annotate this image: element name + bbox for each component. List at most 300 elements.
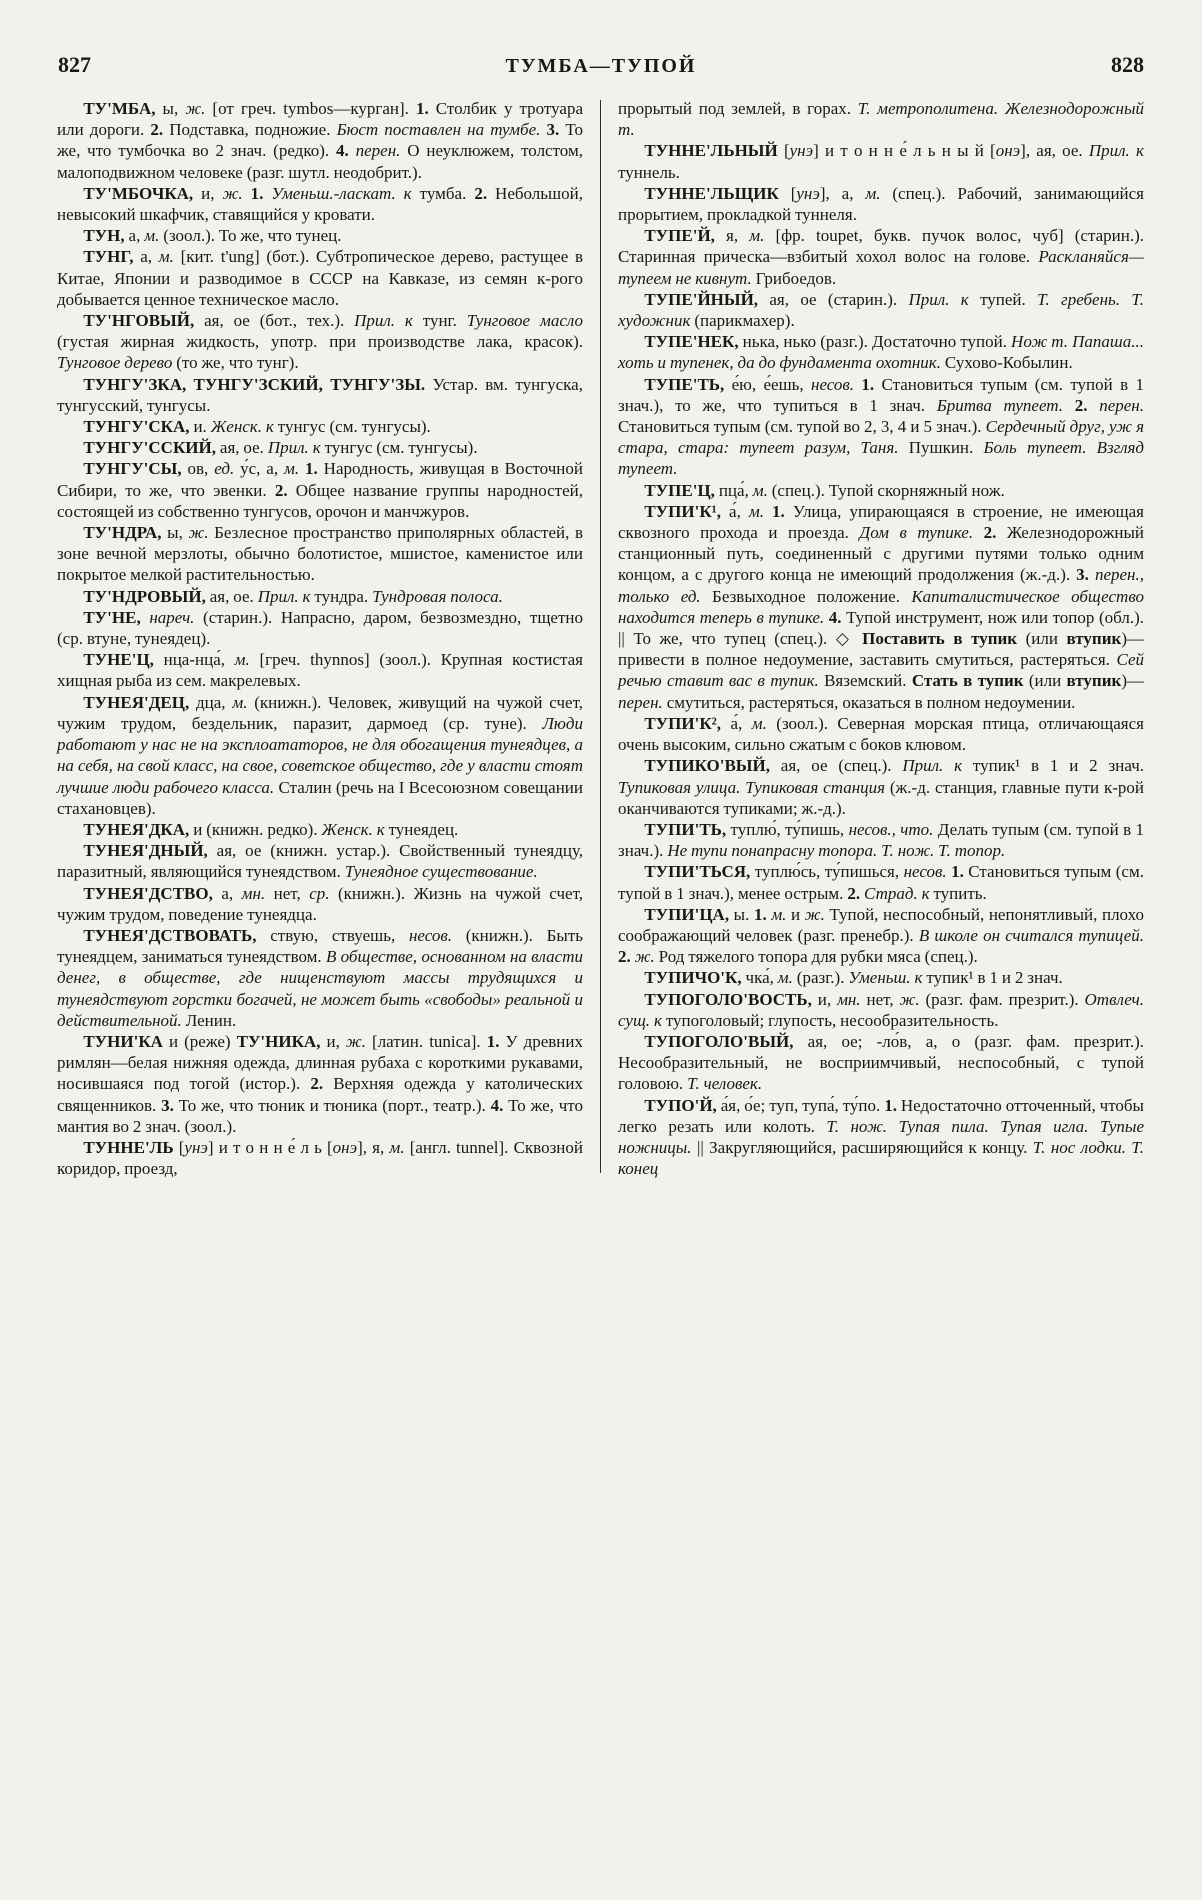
text-run: и [786, 904, 805, 924]
text-run: То же, что тумбочка во 2 знач. (редко). [57, 120, 583, 161]
dictionary-entry [618, 501, 1144, 713]
text-run: ая, ое; -ло́в, а, о (разг. фам. презрит.). Несообразительный, не восприимчивый, неспособный, с тупой головою. [618, 1031, 1144, 1094]
dictionary-entry [618, 331, 1144, 373]
text-run: а́я, о́е; туп, тупа́, ту́по. [716, 1095, 885, 1115]
text-run: Сердечный друг, уж я стара, стара: тупеет разум, Таня. [618, 417, 1144, 458]
text-run: ствую, ствуешь, [256, 925, 409, 945]
text-run: пца́, [714, 480, 753, 500]
text-run: Народность, живущая в Восточной Сибири, то же, что эвенки. [57, 459, 583, 500]
text-run: ТУНГУ'ССКИЙ, [83, 438, 216, 458]
text-run: Становиться тупым (см. тупой в 1 знач.), то же, что тупиться в 1 знач. [618, 374, 1144, 415]
text-run: чка́, [741, 968, 778, 988]
text-run: Т. человек. [687, 1074, 763, 1094]
text-run: унэ [789, 141, 814, 161]
text-run: несов. [903, 862, 947, 882]
text-run: Тунговое дерево [57, 353, 173, 373]
text-run: ж. [345, 1031, 366, 1051]
text-run: ср. [309, 883, 330, 903]
text-run: м. [144, 226, 160, 246]
text-run: ], я, [357, 1137, 390, 1157]
text-run: Боль тупеет. Взгляд тупеет. [618, 438, 1144, 479]
dictionary-entry [618, 967, 1144, 988]
text-run: 1. [861, 374, 875, 394]
text-run: ТУНИ'КА [83, 1031, 163, 1051]
text-run: 2. [983, 523, 997, 543]
text-run: ТУПО'Й, [644, 1095, 717, 1115]
text-run: Т. нож. Тупая пила. Тупая игла. Тупые ножницы. [618, 1116, 1144, 1157]
text-run: 4. [490, 1095, 504, 1115]
dictionary-entry [618, 480, 1144, 501]
dictionary-entry [618, 225, 1144, 289]
text-run: Тупиковая улица. Тупиковая станция [618, 777, 886, 797]
text-run: ТУНГУ'СЫ, [83, 459, 182, 479]
text-run: втупик [1066, 629, 1122, 649]
text-run: нька, нько (разг.). Достаточно тупой. [738, 332, 1012, 352]
dictionary-entry [618, 1095, 1144, 1180]
column-divider-rule [600, 100, 601, 1173]
text-run: ТУННЕ'ЛЬНЫЙ [644, 141, 778, 161]
text-run: ТУПИЧО'К, [644, 968, 742, 988]
text-run: ТУПЕ'Й, [644, 226, 715, 246]
text-run: ТУНГУ'ЗКА, ТУНГУ'ЗСКИЙ, ТУНГУ'ЗЫ. [83, 374, 426, 394]
text-run: и (книжн. редко). [189, 819, 322, 839]
text-run: 1. [486, 1031, 500, 1051]
text-run: туплю́, ту́пишь, [726, 819, 849, 839]
text-run: (или [1023, 671, 1067, 691]
text-run: а, [133, 247, 159, 267]
text-run: м. [751, 713, 767, 733]
text-run: || Закругляющийся, расширяющийся к концу. [691, 1137, 1033, 1157]
text-run: ов, [181, 459, 215, 479]
text-run: Люди работают у нас не на эксплоататоров, не для обогащения тунеядцев, а на себя, на свой класс, на свое, советское общество, где у власти стоят лучшие люди рабочего класса. [57, 713, 583, 797]
text-run: м. [232, 692, 248, 712]
text-run: Недостаточно отточенный, чтобы легко резать или колоть. [618, 1095, 1144, 1136]
dictionary-entry [618, 374, 1144, 480]
text-run: ТУПЕ'НЕК, [644, 332, 739, 352]
dictionary-entry [618, 183, 1144, 225]
text-run: Отвлеч. сущ. к [618, 989, 1144, 1030]
text-run: 3. [546, 120, 560, 140]
text-run: ], ая, ое. [1020, 141, 1089, 161]
text-run: В школе он считался тупицей. [918, 925, 1145, 945]
text-run: Подставка, подножие. [163, 120, 337, 140]
text-run: 1. [884, 1095, 897, 1115]
text-run: [от греч. tymbos—курган]. [205, 99, 416, 118]
text-run: Тунговое масло [466, 311, 583, 331]
dictionary-entry [57, 819, 583, 840]
text-run: (зоол.). Северная морская птица, отличающаяся очень высоким, сильно сжатым с боков клювом. [618, 713, 1144, 755]
text-run: Стать в тупик [911, 671, 1024, 691]
text-run: (густая жирная жидкость, употр. при производстве лака, красок). [57, 332, 583, 352]
text-run: и, [811, 989, 838, 1009]
text-run: тумба. [411, 183, 475, 203]
text-run: ТУНЕ'Ц, [83, 650, 154, 670]
text-run: ТУ'НЕ, [83, 607, 141, 627]
text-run: нет, [265, 883, 310, 903]
text-run: у́с, а, [234, 459, 285, 479]
text-run: )— [1121, 671, 1144, 691]
entry-continuation [618, 98, 1144, 140]
text-run: 1. [951, 862, 964, 882]
text-run: 2. [474, 183, 488, 203]
dictionary-entry [57, 1137, 583, 1179]
text-run: [англ. tunnel]. Сквозной коридор, проезд, [57, 1137, 583, 1179]
text-run: а́, [721, 713, 752, 733]
text-run [764, 502, 772, 521]
text-run: Прил. к [902, 756, 963, 776]
text-run: тупей. [968, 289, 1038, 309]
dictionary-entry [57, 586, 583, 607]
text-run: Тупой инструмент, нож или топор (обл.). || То же, что тупец (спец.). ◇ [618, 607, 1144, 649]
dictionary-entry [57, 883, 583, 925]
running-title: ТУМБА—ТУПОЙ [505, 55, 697, 77]
dictionary-entry [57, 649, 583, 691]
text-run: [греч. thynnos] (зоол.). Крупная костистая хищная рыба из сем. макрелевых. [57, 650, 584, 691]
text-run: ж. [634, 947, 655, 967]
dictionary-entry [57, 183, 583, 225]
text-run: м. [771, 904, 787, 924]
text-run: ТУПИ'ТЬ, [644, 819, 727, 839]
text-run: ] и т о н н е́ л ь н ы й [ [813, 141, 996, 161]
page-header [0, 0, 1202, 78]
text-run: нареч. [149, 607, 195, 627]
text-run: (или [1017, 629, 1067, 649]
text-run [1063, 396, 1075, 415]
dictionary-entry [618, 1031, 1144, 1095]
text-run: Вяземский. [818, 671, 912, 691]
text-run: )—привести в полное недоумение, заставить смутиться, растеряться. [618, 629, 1144, 670]
text-run: Прил. к [267, 438, 321, 458]
text-run: Безлесное пространство приполярных областей, в зоне вечной мерзлоты, обычно болотистое, мшистое, каменистое или покрытое мелкой растительностью. [57, 523, 583, 585]
text-run: ТУПЕ'ТЬ, [644, 374, 725, 394]
text-run: ТУНГУ'СКА, [83, 417, 190, 437]
text-run [1088, 396, 1100, 415]
text-run: Т. гребень. Т. художник [618, 289, 1144, 331]
text-run: 2. [618, 947, 631, 967]
dictionary-entry [57, 374, 583, 416]
text-run: Не тупи понапрасну топора. Т. нож. Т. топор. [667, 841, 1006, 861]
text-run: (книжн.). Жизнь на чужой счет, чужим трудом, поведение тунеядца. [57, 883, 583, 924]
text-run: Раскланяйся—тупеем не кивнут. [618, 247, 1144, 288]
text-run: ед. [214, 459, 235, 479]
text-run: перен. [1099, 395, 1144, 415]
text-run: ТУН, [83, 226, 125, 246]
text-run: Дом в тупике. [859, 523, 974, 543]
text-run: ая, ое (книжн. устар.). Свойственный тунеядцу, паразитный, являющийся тунеядством. [57, 841, 583, 882]
text-run: тунгус (см. тунгусы). [320, 438, 478, 458]
text-run: Женск. к [210, 417, 274, 437]
text-run: Т. нос лодки. Т. конец [618, 1137, 1144, 1179]
text-run: ТУНЕЯ'ДСТВОВАТЬ, [83, 925, 257, 945]
dictionary-entry [57, 416, 583, 437]
text-run: Прил. к [257, 586, 311, 606]
text-run: ТУПИ'ЦА, [644, 904, 730, 924]
text-run: Становиться тупым (см. тупой во 2, 3, 4 и 5 знач.). [618, 417, 986, 437]
text-run: О неуклюжем, толстом, малоподвижном человеке (разг. шутл. неодобрит.). [57, 141, 583, 182]
text-run: 2. [274, 480, 288, 500]
text-run: м. [389, 1137, 405, 1157]
text-run: Железнодорожный станционный путь, соединенный с другими путями только одним концом, а с другого конца не имеющий продолжения (ж.-д.). [618, 523, 1144, 585]
text-run: Бритва тупеет. [936, 395, 1064, 415]
text-run: ж. [899, 989, 920, 1009]
text-run: ая, ое (старин.). [758, 289, 909, 309]
text-run: [ [777, 141, 790, 161]
text-run: Грибоедов. [751, 268, 837, 288]
text-run: ая, ое. [205, 586, 258, 606]
dictionary-entry [57, 692, 583, 819]
dictionary-entry [57, 522, 583, 586]
dictionary-entry [618, 989, 1144, 1031]
text-run: ая, ое. [215, 438, 268, 458]
dictionary-entry [57, 458, 583, 522]
text-run: ] и т о н н е́ л ь [ [207, 1137, 333, 1157]
text-run: ТУПИ'ТЬСЯ, [644, 862, 751, 882]
text-run: 1. [753, 904, 767, 924]
dictionary-entry [618, 140, 1144, 182]
text-run: перен. [355, 141, 401, 161]
text-run: а, [124, 226, 145, 246]
text-run: 1. [305, 459, 318, 479]
text-run: [ [778, 183, 797, 203]
text-run: 1. [772, 501, 785, 521]
text-run: Общее название группы народностей, состоящей из собственно тунгусов, орочон и манчжуров. [57, 480, 583, 521]
text-run: (спец.). Тупой скорняжный нож. [767, 480, 1005, 500]
text-run [243, 184, 251, 203]
text-run: (зоол.). То же, что тунец. [159, 226, 342, 246]
text-run: ы, [161, 523, 189, 543]
text-run: ж. [185, 99, 206, 118]
text-run: тупоголовый; глупость, несообразительность. [661, 1010, 999, 1030]
text-run: м. [777, 968, 793, 988]
dictionary-entry [618, 713, 1144, 755]
text-run: Нож т. Папаша... хоть и тупенек, да до фундамента охотник. [618, 332, 1144, 373]
text-run: несов. [811, 374, 855, 394]
page-number-left: 827 [58, 52, 91, 77]
text-run: нет, [860, 989, 900, 1009]
text-run: ТУПЕ'ЙНЫЙ, [644, 289, 759, 309]
text-run: (разг.). [792, 968, 849, 988]
text-run: ТУПИ'К¹, [644, 501, 722, 521]
text-run: Сталин (речь на I Всесоюзном совещании стахановцев). [57, 777, 583, 818]
text-run: Сухово-Кобылин. [941, 353, 1073, 373]
text-run: В обществе, основанном на власти денег, в обществе, где нищенствуют массы трудящихся и тунеядствуют горстки богачей, не может быть «свободы» реальной и действительной. [57, 947, 583, 1030]
text-run: ТУПИ'К², [644, 713, 722, 733]
text-run: ТУНГ, [83, 247, 134, 267]
text-run: м. [752, 480, 768, 500]
text-run: Пушкин. [898, 438, 984, 458]
dictionary-entry [57, 98, 583, 183]
text-run: Ленин. [181, 1010, 237, 1030]
text-run: ы, [155, 99, 186, 118]
dictionary-entry [57, 840, 583, 882]
text-run: (спец.). Рабочий, занимающийся прорытием, прокладкой туннеля. [618, 183, 1144, 225]
dictionary-entry [618, 861, 1144, 903]
text-run: и (реже) [162, 1031, 237, 1051]
text-run: 3. [1076, 565, 1089, 585]
text-run: мн. [241, 883, 266, 903]
text-run: онэ [332, 1137, 358, 1157]
text-run: м. [234, 650, 250, 670]
text-run: нца-нца́, [153, 650, 235, 670]
column-left [57, 98, 583, 1179]
text-run: Тундровая полоса. [372, 586, 503, 606]
text-run: (книжн.). Человек, живущий на чужой счет, чужим трудом, бездельник, паразит, дармоед (ср. туне). [57, 692, 583, 733]
text-run: Безвыходное положение. [700, 586, 912, 606]
text-run: втупик [1066, 671, 1122, 691]
text-run: 2. [150, 120, 164, 140]
text-run: Прил. к [354, 311, 413, 331]
dictionary-entry [57, 925, 583, 1031]
text-run: перен., только ед. [618, 565, 1144, 606]
text-run: [латин. tunica]. [365, 1031, 487, 1051]
text-run: ТУ'НГОВЫЙ, [83, 311, 195, 331]
column-right [618, 98, 1144, 1179]
dictionary-entry [618, 819, 1144, 861]
text-run [973, 523, 984, 542]
text-run: ТУ'НИКА, [236, 1031, 321, 1051]
text-run: е́ю, е́ешь, [724, 374, 812, 394]
text-run: Женск. к [321, 819, 385, 839]
text-run: ТУПЕ'Ц, [644, 480, 715, 500]
text-run: ая, ое (бот., тех.). [194, 311, 355, 331]
text-run: тунг. [412, 311, 467, 331]
text-run: 3. [161, 1095, 174, 1115]
text-run: Верхняя одежда у католических священников. [57, 1074, 583, 1115]
text-run: ж. [804, 904, 825, 924]
page-number-right: 828 [1110, 52, 1144, 77]
text-run: ТУПОГОЛО'ВЫЙ, [644, 1031, 794, 1051]
page-content [0, 78, 1202, 1179]
text-run: Прил. к [908, 289, 969, 309]
text-run: ТУННЕ'ЛЬЩИК [644, 183, 779, 203]
text-run: (то же, что тунг). [172, 353, 299, 373]
text-run: м. [749, 226, 765, 246]
text-run: тупить. [929, 883, 987, 903]
text-run: Улица, упирающаяся в строение, не имеющая сквозного прохода и проезда. [618, 501, 1145, 543]
text-run: ], а, [819, 183, 866, 203]
dictionary-entry [57, 225, 583, 246]
text-run: [фр. toupet, букв. пучок волос, чуб] (старин.). Старинная прическа—взбитый хохол волос на голове. [618, 226, 1144, 267]
text-run: несов., что. [848, 819, 934, 839]
text-run: ТУНЕЯ'ДЕЦ, [83, 692, 190, 712]
text-run: тунеядец. [384, 819, 459, 839]
text-run: туплю́сь, ту́пишься, [750, 862, 904, 882]
text-run: Род тяжелого топора для рубки мяса (спец.). [654, 947, 978, 967]
text-run: перен. [618, 692, 663, 712]
text-run: тупик¹ в 1 и 2 знач. [922, 968, 1063, 988]
text-run: ТУПОГОЛО'ВОСТЬ, [644, 989, 812, 1009]
text-run: онэ [995, 141, 1021, 161]
text-run: и, [193, 183, 223, 203]
text-run: (старин.). Напрасно, даром, безвозмездно, тщетно (ср. втуне, тунеядец). [57, 607, 583, 649]
dictionary-entry [618, 904, 1144, 968]
text-run: тупик¹ в 1 и 2 знач. [962, 756, 1144, 776]
text-run: Бюст поставлен на тумбе. [336, 120, 541, 140]
text-run: ТУ'НДРОВЫЙ, [83, 586, 206, 606]
text-run: [кит. t'ung] (бот.). Субтропическое дерево, растущее в Китае, Японии и разводимое в СССР на Кавказе, из семян к-рого добывается ценное техническое масло. [57, 247, 583, 309]
text-run: (парикмахер). [690, 311, 795, 331]
text-run: ТУПИКО'ВЫЙ, [644, 756, 770, 776]
text-run: и. [189, 417, 211, 437]
text-run: Уменьш. к [848, 968, 923, 988]
text-run: ТУ'МБА, [83, 99, 156, 118]
dictionary-entry [57, 607, 583, 649]
text-run: м. [284, 459, 300, 479]
dictionary-entry [618, 289, 1144, 331]
text-run: ТУ'МБОЧКА, [83, 183, 194, 203]
text-run: ж. [222, 183, 243, 203]
text-run: (ж.-д. станция, главные пути к-рой оканчиваются тупиками; ж.-д.). [618, 777, 1144, 818]
text-run: мн. [837, 989, 861, 1009]
text-run: ТУ'НДРА, [83, 523, 162, 543]
text-run: Страд. к [863, 883, 930, 903]
text-run: ТУНЕЯ'ДКА, [83, 819, 190, 839]
text-run: 1. [415, 99, 429, 118]
text-run: я, [714, 226, 750, 246]
text-run: ы. [729, 904, 754, 924]
text-run: (разг. фам. презрит.). [919, 989, 1085, 1009]
text-run: м. [158, 247, 174, 267]
text-run [349, 141, 356, 160]
text-run: м. [748, 501, 764, 521]
text-run: Становиться тупым (см. тупой в 1 знач.), менее острым. [618, 862, 1144, 903]
text-run: Небольшой, невысокий шкафчик, ставящийся у кровати. [57, 183, 583, 225]
text-run: а́, [721, 501, 749, 521]
text-run: прорытый под землей, в горах. [618, 99, 858, 118]
text-run: ж. [188, 523, 209, 543]
text-run: 2. [310, 1074, 324, 1094]
dictionary-entry [618, 755, 1144, 819]
text-run: тунгус (см. тунгусы). [273, 417, 431, 437]
text-run: тундра. [310, 586, 373, 606]
text-run: Тунеядное существование. [344, 862, 538, 882]
text-run: ТУНЕЯ'ДСТВО, [83, 883, 213, 903]
text-run: 1. [250, 183, 264, 203]
dictionary-entry [57, 437, 583, 458]
text-run: смутиться, растеряться, оказаться в полном недоумении. [662, 692, 1076, 712]
dictionary-entry [57, 310, 583, 374]
text-run: дца, [189, 692, 233, 712]
text-run: Столбик у тротуара или дороги. [57, 99, 583, 140]
text-run: 2. [847, 883, 861, 903]
text-run: Устар. вм. тунгуска, тунгусский, тунгусы. [57, 374, 583, 415]
text-run: 4. [828, 607, 842, 627]
text-run: несов. [408, 925, 452, 945]
text-run: Прил. к [1088, 141, 1144, 161]
text-run: унэ [184, 1137, 208, 1157]
text-run: (книжн.). Быть тунеядцем, заниматься тунеядством. [57, 925, 584, 967]
text-run: У древних римлян—белая нижняя одежда, длинная рубаха с короткими рукавами, носившаяся под тогой (истор.). [57, 1031, 583, 1094]
text-run: Сей речью ставит вас в тупик. [618, 650, 1144, 691]
text-run: туннель. [618, 162, 680, 182]
text-run: То же, что тюник и тюника (порт., театр.). [173, 1095, 491, 1115]
text-run: Делать тупым (см. тупой в 1 знач.). [618, 819, 1144, 861]
text-run: [ [173, 1137, 185, 1157]
text-run: Уменьш.-ласкат. к [271, 183, 412, 203]
text-run: ая, ое (спец.). [769, 756, 903, 776]
dictionary-entry [57, 246, 583, 310]
text-run: 4. [336, 141, 349, 161]
text-run: ТУНЕЯ'ДНЫЙ, [83, 841, 208, 861]
text-run: унэ [796, 183, 820, 203]
text-run: То же, что мантия во 2 знач. (зоол.). [57, 1095, 583, 1136]
text-run: Тупой, неспособный, непонятливый, плохо соображающий человек (разг. пренебр.). [618, 904, 1144, 945]
text-run: м. [865, 183, 881, 203]
text-run: Поставить в тупик [862, 629, 1018, 649]
dictionary-entry [57, 1031, 583, 1137]
text-run: 2. [1074, 395, 1088, 415]
text-run: а, [212, 883, 242, 903]
